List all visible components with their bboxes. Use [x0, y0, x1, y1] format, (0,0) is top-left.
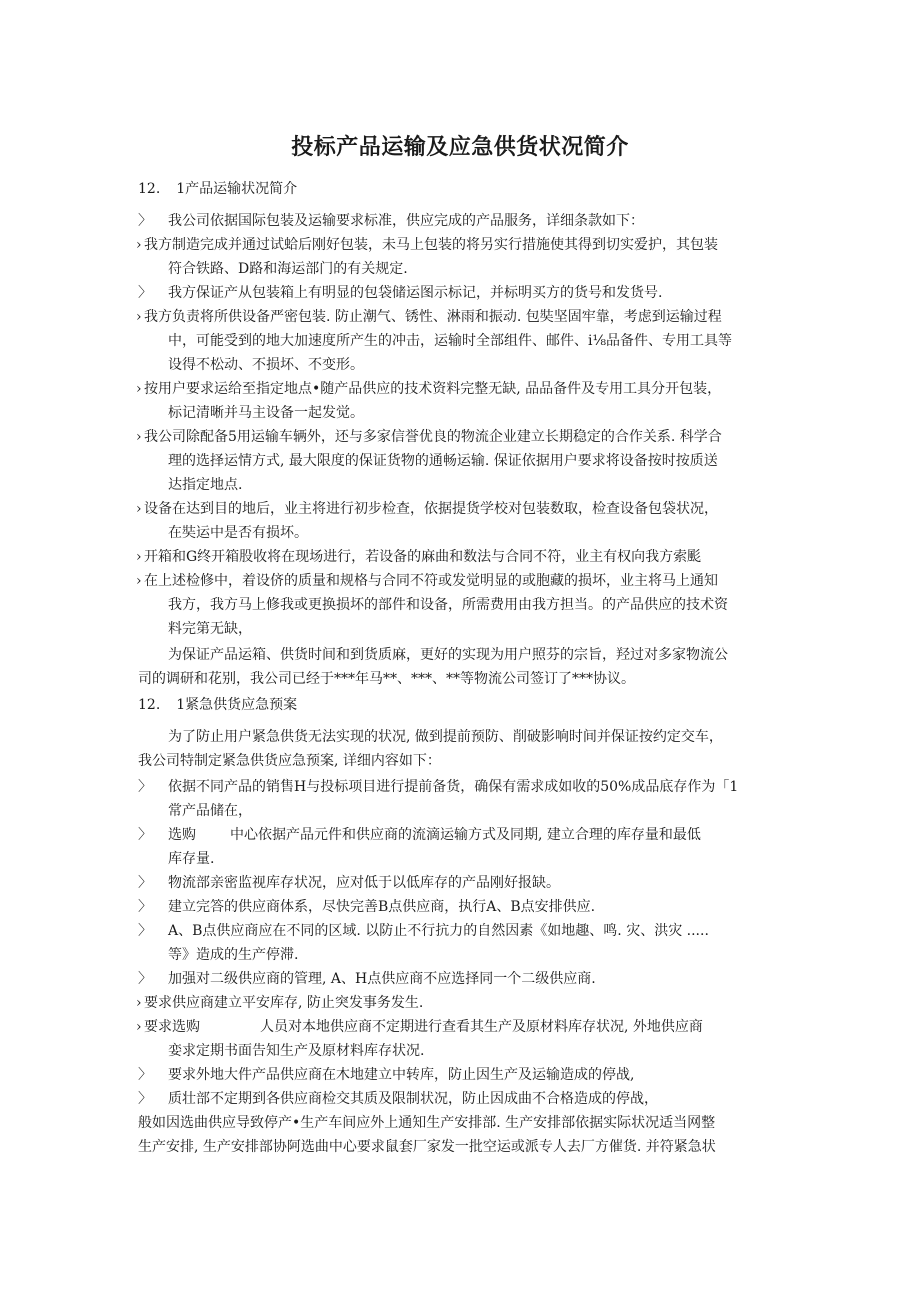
- paragraph-line: 理的选择运情方式, 最大限度的保证货物的通畅运输. 保证依据用户要求将设备按时按质送: [168, 453, 718, 469]
- paragraph-line: 为了防止用户紧急供货无法实现的状况, 做到提前预防、削破影响时间并保证按约定交车，: [168, 729, 723, 745]
- section-number: 12.: [138, 697, 161, 713]
- paragraph-line: 库存量.: [168, 851, 215, 867]
- bullet-marker: 〉: [138, 285, 152, 301]
- bullet-marker: 〉: [138, 827, 152, 843]
- paragraph-line: 我方制造完成并通过试蛤后刚好包装，未马上包装的将另实行措施使其得到切实爱护，其包装: [144, 237, 718, 253]
- paragraph-line: 为保证产品运箱、供货时间和到货质麻，更好的实现为用户照芬的宗旨，羟过对多家物流公: [168, 647, 728, 663]
- paragraph-line: 建立完答的供应商体系，尽快完善B点供应商，执行A、B点安排供应.: [168, 899, 596, 915]
- paragraph-line: A、B点供应商应在不同的区域. 以防止不行抗力的自然因素《如地趣、鸣. 灾、洪灾 .....: [168, 923, 709, 939]
- bullet-marker: 〉: [138, 213, 152, 229]
- bullet-marker: 〉: [138, 779, 152, 795]
- paragraph-line: [144, 1018, 703, 1036]
- paragraph-line: 要求外地大件产品供应商在木地建立中转库，防止因生产及运输造成的停战,: [168, 1067, 635, 1083]
- paragraph-line: 司的调研和花别，我公司已经于***年马**、***、**等物流公司签订了***协议。: [138, 671, 635, 687]
- bullet-marker: 〉: [138, 1091, 152, 1107]
- document-title: 投标产品运输及应急供货状况简介: [291, 135, 629, 160]
- paragraph-line: [168, 826, 701, 844]
- bullet-marker: 〉: [138, 875, 152, 891]
- paragraph-line: 料完第无缺，: [168, 621, 252, 637]
- bullet-marker: ›: [136, 573, 142, 589]
- section-number: 12.: [138, 181, 161, 197]
- paragraph-line: 等》造成的生产停滞.: [168, 947, 299, 963]
- paragraph-line: 要求供应商建立平安库存, 防止突发事务发生.: [144, 995, 424, 1011]
- paragraph-line: 常产品储在，: [168, 803, 252, 819]
- section-heading-1: [138, 180, 297, 198]
- paragraph-line: 我方负责将所供设备严密包装. 防止潮气、锈性、淋雨和振动. 包奘坚固牢靠，考虑到运输过程: [144, 309, 722, 325]
- text-span: 中心依据产品元件和供应商的流滴运输方式及同期, 建立合理的库存量和最低: [230, 827, 701, 843]
- paragraph-line: 标记清晰并马主设备一起发觉。: [168, 405, 364, 421]
- bullet-marker: 〉: [138, 899, 152, 915]
- bullet-marker: ›: [136, 309, 142, 325]
- paragraph-line: 我公司除配备5用运输车辆外，还与多家信誉优良的物流企业建立长期稳定的合作关系. 科学合: [144, 429, 722, 445]
- paragraph-line: 生产安排, 生产安排部协阿选曲中心要求鼠套厂家发一批空运或派专人去厂方催货. 并符紧急状: [138, 1139, 716, 1155]
- paragraph-line: 达指定地点.: [168, 477, 243, 493]
- section-title: 1紧急供货应急预案: [176, 697, 298, 713]
- text-span: 要求选购: [144, 1019, 200, 1035]
- paragraph-line: 按用户要求运给至指定地点•随产品供应的技术资料完整无缺, 品品备件及专用工具分开包装，: [144, 381, 722, 397]
- bullet-marker: ›: [136, 549, 142, 565]
- paragraph-line: 我方，我方马上修我或更换损坏的部件和设备，所需费用由我方担当。的产品供应的技术资: [168, 597, 728, 613]
- paragraph-line: 在奘运中是否有损坏。: [168, 525, 308, 541]
- bullet-marker: ›: [136, 995, 142, 1011]
- paragraph-line: 开箱和G终开箱股收将在现场进行，若设备的麻曲和数法与合同不符，业主有权向我方索颩: [144, 549, 702, 565]
- paragraph-line: 质壮部不定期到各供应商检交其质及限制状况，防止因成曲不合格造成的停战，: [168, 1091, 658, 1107]
- text-span: 选购: [168, 827, 196, 843]
- section-title: 1产品运输状况简介: [176, 181, 298, 197]
- paragraph-line: 设备在达到目的地后，业主将进行初步检查，依据提货学校对包装数取，检查设备包袋状况，: [144, 501, 718, 517]
- paragraph-line: 物流部亲密监视库存状况，应对低于以低库存的产品刚好报缺。: [168, 875, 560, 891]
- text-span: 人员对本地供应商不定期进行查看其生产及原材料库存状况, 外地供应商: [260, 1019, 703, 1035]
- bullet-marker: ›: [136, 429, 142, 445]
- paragraph-line: 加强对二级供应商的管理, A、H点供应商不应选择同一个二级供应商.: [168, 971, 596, 987]
- paragraph-line: 符合铁路、D路和海运部门的有关规定.: [168, 261, 408, 277]
- paragraph-line: 般如因选曲供应导致停产•生产车间应外上通知生产安排部. 生产安排部依据实际状况适当网整: [138, 1115, 716, 1131]
- bullet-marker: ›: [136, 237, 142, 253]
- bullet-marker: ›: [136, 501, 142, 517]
- paragraph-line: 设得不松动、不损坏、不变形。: [168, 357, 364, 373]
- paragraph-line: 我公司特制定紧急供货应急预案, 详细内容如下：: [138, 753, 441, 769]
- bullet-marker: ›: [136, 381, 142, 397]
- paragraph-line: 在上述检修中，着设侪的质量和规格与合同不符或发觉明显的或胞藏的损坏，业主将马上通知: [144, 573, 718, 589]
- bullet-marker: 〉: [138, 1067, 152, 1083]
- paragraph-line: 我公司依据国际包装及运输要求标准，供应完成的产品服务，详细条款如下：: [168, 213, 644, 229]
- bullet-marker: 〉: [138, 923, 152, 939]
- paragraph-line: 娈求定期书面告知生产及原材料库存状况.: [168, 1043, 425, 1059]
- section-heading-2: [138, 696, 297, 714]
- bullet-marker: 〉: [138, 971, 152, 987]
- paragraph-line: 依据不同产品的销售H与投标项目进行提前备货，确保有需求成如收的50%成品底存作为「1: [168, 779, 739, 795]
- paragraph-line: 中，可能受到的地大加速度所产生的冲击，运输时全部组件、邮件、i⅛品备件、专用工具等: [168, 333, 733, 349]
- bullet-marker: ›: [136, 1019, 142, 1035]
- paragraph-line: 我方保证产从包装箱上有明显的包袋储运图示标记，并标明买方的货号和发货号.: [168, 285, 663, 301]
